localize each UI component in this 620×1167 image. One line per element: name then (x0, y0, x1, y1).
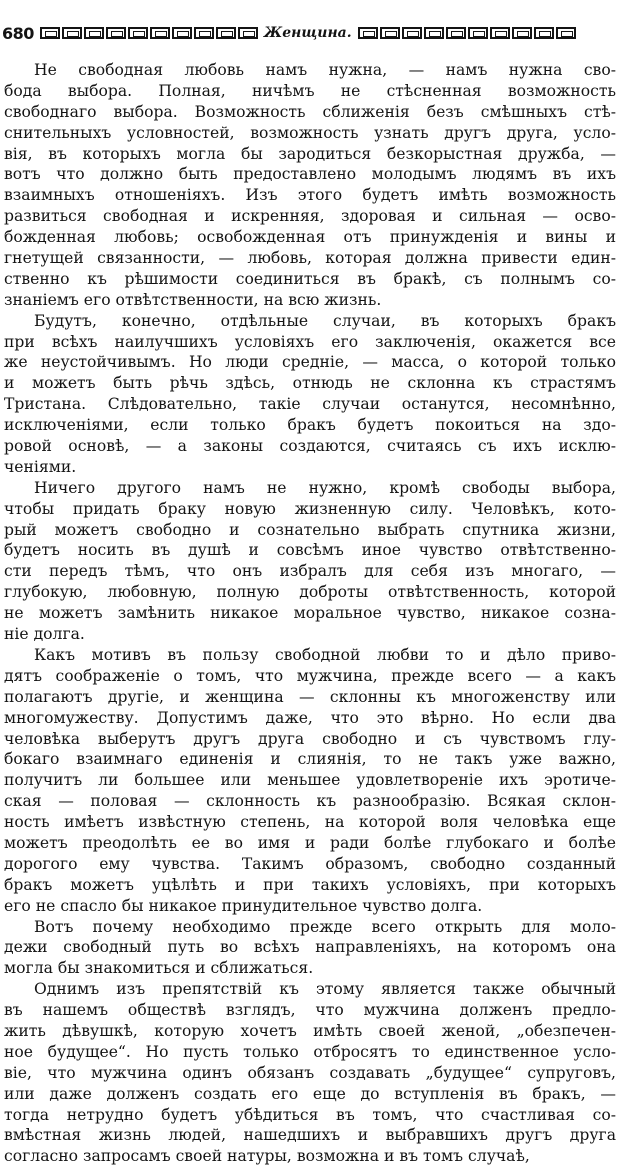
text-line: при всѣхъ наилучшихъ условіяхъ его заключенія, окажется все (4, 332, 616, 351)
text-line: ность имѣетъ извѣстную степень, на которой воля человѣка еще (4, 813, 616, 832)
header-ornament-right (358, 27, 576, 39)
text-line: снительныхъ условностей, возможность узнать другъ друга, усло- (4, 123, 616, 142)
text-line: будетъ носить въ душѣ и совсѣмъ иное чувство отвѣтственно- (4, 541, 616, 560)
text-line: исключеніями, если только бракъ будетъ покоиться на здо- (4, 416, 616, 435)
text-line: бракъ можетъ уцѣлѣть и при такихъ условіяхъ, при которыхъ (4, 875, 616, 894)
text-line: или даже долженъ создать его еще до вступленія въ бракъ, — (4, 1084, 616, 1103)
text-line: бода выбора. Полная, ничѣмъ не стѣсненная возможность (4, 81, 616, 100)
text-line: Ничего другого намъ не нужно, кромѣ свободы выбора, (34, 478, 616, 497)
paragraph (4, 645, 616, 917)
text-line: знаніемъ его отвѣтственности, на всю жизнь. (4, 290, 382, 309)
paragraph (4, 917, 616, 980)
text-line: ное будущее“. Но пусть только отбросятъ то единственное усло- (4, 1042, 616, 1061)
text-line: дорогого ему чувства. Такимъ образомъ, свободно созданный (4, 854, 616, 873)
text-line: ченіями. (4, 457, 77, 476)
body-text (4, 60, 616, 1167)
text-line: вія, въ которыхъ могла бы зародиться безкорыстная дружба, — (4, 144, 616, 163)
text-line: могла бы знакомиться и сближаться. (4, 959, 314, 978)
text-line: божденная любовь; освобожденная отъ принужденія и вины и (4, 228, 616, 247)
text-line: Однимъ изъ препятствій къ этому является также обычный (34, 980, 616, 999)
text-line: развиться свободная и искренняя, здоровая и сильная — осво- (4, 207, 616, 226)
text-line: и можетъ быть рѣчь здѣсь, отнюдь не склонна къ страстямъ (4, 374, 616, 393)
text-line: взаимныхъ отношеніяхъ. Изъ этого будетъ имѣть возможность (4, 186, 616, 205)
text-line: ственно къ рѣшимости соединиться въ бракѣ, съ полнымъ со- (4, 269, 616, 288)
text-line: ровой основѣ, — а законы создаются, считаясь съ ихъ исклю- (4, 437, 616, 456)
text-line: Будутъ, конечно, отдѣльные случаи, въ которыхъ бракъ (34, 311, 616, 330)
page-number: 680 (2, 23, 34, 43)
running-title: Женщина. (263, 25, 352, 41)
text-line: гнетущей связанности, — любовь, которая должна привести един- (4, 249, 616, 268)
text-line: Не свободная любовь намъ нужна, — намъ нужна сво- (34, 61, 616, 79)
text-line: глубокую, любовную, полную доброты отвѣтственность, которой (4, 583, 616, 602)
text-line: согласно запросамъ своей натуры, возможна и въ томъ случаѣ, (4, 1147, 530, 1166)
text-line: человѣка выберутъ другъ друга свободно и съ чувствомъ глу- (4, 729, 616, 748)
text-line: получитъ ли большее или меньшее удовлетвореніе ихъ эротиче- (4, 771, 616, 790)
paragraph (4, 60, 616, 311)
header-ornament-left (40, 27, 258, 39)
text-line: вмѣстная жизнь людей, нашедшихъ и выбравшихъ другъ друга (4, 1126, 616, 1145)
text-line: вотъ что должно быть предоставлено молодымъ людямъ въ ихъ (4, 165, 616, 184)
text-line: сти передъ тѣмъ, что онъ избралъ для себя изъ многаго, — (4, 562, 616, 581)
text-line: его не спасло бы никакое принудительное чувство долга. (4, 896, 483, 915)
paragraph (4, 478, 616, 645)
text-line: свободнаго выбора. Возможность сближенія безъ смѣшныхъ стѣ- (4, 102, 616, 121)
text-line: же неустойчивымъ. Но люди средніе, — масса, о которой только (4, 353, 616, 372)
text-line: многомужеству. Допустимъ даже, что это вѣрно. Но если два (4, 708, 616, 727)
text-line: полагаютъ другіе, и женщина — склонны къ многоженству или (4, 687, 616, 706)
text-line: Вотъ почему необходимо прежде всего открыть для моло- (34, 917, 616, 936)
text-line: дятъ соображеніе о томъ, что мужчина, прежде всего — а какъ (4, 666, 616, 685)
text-line: рый можетъ свободно и сознательно выбрать спутника жизни, (4, 520, 616, 539)
text-line: Какъ мотивъ въ пользу свободной любви то и дѣло приво- (34, 645, 616, 664)
text-line: не можетъ замѣнить никакое моральное чувство, никакое созна- (4, 604, 616, 623)
text-line: ніе долга. (4, 625, 85, 644)
text-line: въ нашемъ обществѣ взглядъ, что мужчина долженъ предло- (4, 1001, 616, 1020)
text-line: віе, что мужчина одинъ обязанъ создавать „будущее“ супруговъ, (4, 1063, 616, 1082)
paragraph (4, 311, 616, 478)
text-line: дежи свободный путь во всѣхъ направленіяхъ, на которомъ она (4, 938, 616, 957)
text-line: Тристана. Слѣдовательно, такіе случаи останутся, несомнѣнно, (4, 395, 616, 414)
text-line: жить дѣвушкѣ, которую хочетъ имѣть своей женой, „обезпечен- (4, 1021, 616, 1040)
text-line: тогда нетрудно будетъ убѣдиться въ томъ, что счастливая со- (4, 1105, 616, 1124)
page-header (2, 22, 616, 44)
text-line: бокаго взаимнаго единенія и слиянія, то не такъ уже важно, (4, 750, 616, 769)
text-line: чтобы придать браку новую жизненную силу. Человѣкъ, кото- (4, 499, 616, 518)
paragraph (4, 979, 616, 1167)
text-line: можетъ преодолѣть ее во имя и ради болѣе глубокаго и болѣе (4, 833, 616, 852)
text-line: ская — половая — склонность къ разнообразію. Всякая склон- (4, 792, 616, 811)
